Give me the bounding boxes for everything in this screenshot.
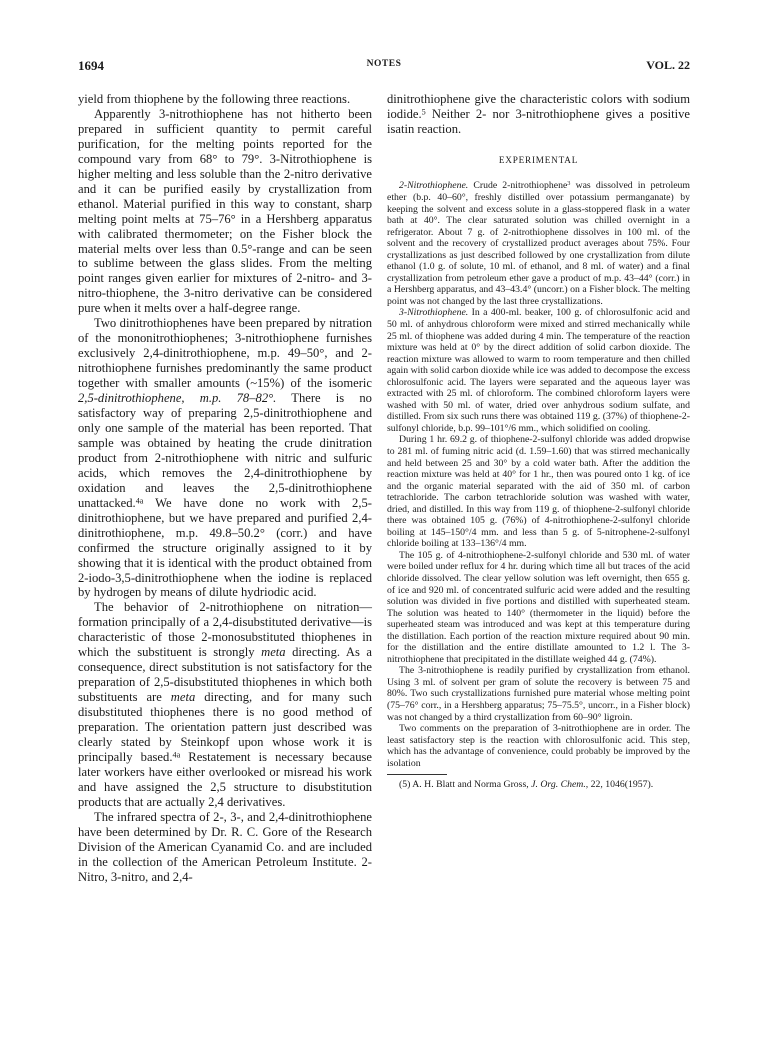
text-run: The behavior of 2-nitrothiophene on nitration—formation principally of a 2,4-disubstituted derivative—is characteristic of those 2-monosubstituted thiophenes in which the substituent is strongly [78, 600, 372, 660]
paragraph-continuation-right [387, 92, 690, 137]
paragraph-dinitrothiophenes [78, 316, 372, 600]
page-number: 1694 [78, 58, 104, 73]
reference-marker: 4a [135, 496, 144, 506]
experimental-2-nitrothiophene [387, 180, 690, 307]
experimental-comments: Two comments on the preparation of 3-nitrothiophene are in order. The least satisfactory step is the reaction with chlorosulfonic acid. This step, which has the advantage of convenience, could probably be improved by the isolation [387, 723, 690, 769]
footnote-5 [387, 779, 690, 791]
reference-marker: 5 [421, 107, 426, 117]
text-run: was dissolved in petroleum ether (b.p. 40–60°, freshly distilled over potassium permanganate) by keeping the solvent and excess solute in a glass-stoppered flask in a water bath at 40°. The clear saturated solution was chilled overnight in a refrigerator. About 7 g. of 2-nitrothiophene dissolves in 100 ml. of the solvent and the recovery of crystallized product averages about 75%. Four crystallizations as just described followed by one crystallization from dilute ethanol (1.0 g. of solute, 10 ml. of ethanol, and 8 ml. of water) and a final crystallization from petroleum ether gave a product of m.p. 43–44° (corr.) in a Hershberg apparatus, and 43–43.4° (uncorr.) on a Fisher block. The melting point was not changed by the last three crystallizations. [387, 180, 690, 307]
journal-name: J. Org. Chem., [531, 779, 589, 791]
reference-marker: 4a [172, 750, 181, 760]
paragraph-infrared: The infrared spectra of 2-, 3-, and 2,4-dinitrothiophene have been determined by Dr. R. C. Gore of the Research Division of the American Cyanamid Co. and are included in the collection of the American Petroleum Institute. 2-Nitro, 3-nitro, and 2,4- [78, 809, 372, 884]
text-run: 22, 1046(1957). [588, 779, 654, 791]
experimental-hydrolysis-step: The 105 g. of 4-nitrothiophene-2-sulfonyl chloride and 530 ml. of water were boiled under reflux for 4 hr. during which time all but traces of the acid chloride dissolved. The clear yellow solution was left overnight, then 655 g. of ice and 920 ml. of concentrated sulfuric acid were added and the resulting solution was divided in five portions and distilled with superheated steam. The solution was heated to 140° (thermometer in the liquid) before the superheated steam was introduced and was kept at this temperature during the distillation. Each portion of the reaction mixture required about 90 min. for the distillation and the entire distillate amounted to 1.2 l. The 3-nitrothiophene that precipitated in the distillate weighed 44 g. (74%). [387, 549, 690, 665]
experimental-subtitle: 3-Nitrothiophene. [399, 307, 469, 319]
experimental-3-nitrothiophene [387, 307, 690, 434]
text-run: We have done no work with 2,5-dinitrothiophene, but we have prepared and purified 2,4-dinitrothiophene, m.p. 49.8–50.2° (corr.) and have confirmed the structure originally assigned to it by showing that it is identical with the product obtained from 2-iodo-3,5-dinitrothiophene when the iodine is replaced by hydrogen by means of dilute hydriodic acid. [78, 495, 372, 600]
text-run: Restatement is necessary because later workers have either overlooked or misread his work and have assigned the 2,5 structure to disubstitution products that are actually 2,4 derivatives. [78, 749, 372, 809]
text-run: Crude 2-nitrothiophene [468, 180, 568, 192]
footnote-divider [387, 774, 447, 775]
running-title: NOTES [366, 59, 402, 69]
text-run: In a 400-ml. beaker, 100 g. of chlorosulfonic acid and 50 ml. of anhydrous chloroform were mixed and stirred mechanically while 25 ml. of thiophene was added during 4 min. The temperature of the reaction mixture was held at 0° by the direct addition of solid carbon dioxide. The reaction mixture was allowed to warm to room temperature and then chilled again with solid carbon dioxide while ice was added to decompose the excess chlorosulfonic acid. The layers were separated and the aqueous layer was extracted with 25 ml. of chloroform. The combined chloroform layers were washed with 50 ml. of water, dried over anhydrous sodium sulfate, and distilled. From six such runs there was obtained 119 g. (37%) of thiophene-2-sulfonyl chloride, b.p. 99–101°/6 mm., which solidified on cooling. [387, 307, 690, 434]
text-run: Two dinitrothiophenes have been prepared by nitration of the mononitrothiophenes; 3-nitrothiophene furnishes exclusively 2,4-dinitrothiophene, m.p. 49–50°, and 2-nitrothiophene furnishes predominantly the same product together with smaller amounts (~15%) of the isomeric [78, 316, 372, 391]
italic-compound: 2,5-dinitrothiophene, m.p. 78–82°. [78, 391, 277, 406]
section-heading-experimental: EXPERIMENTAL [498, 154, 579, 165]
text-run: directing. As a consequence, direct substitution is not satisfactory for the preparation of 2,5-disubstituted thiophenes in which both substituents are [78, 645, 372, 705]
text-run: (5) A. H. Blatt and Norma Gross, [399, 779, 532, 791]
left-column [78, 92, 372, 885]
text-run: Neither 2- nor 3-nitrothiophene gives a positive isatin reaction. [387, 106, 690, 136]
experimental-nitration-step: During 1 hr. 69.2 g. of thiophene-2-sulfonyl chloride was added dropwise to 281 ml. of fuming nitric acid (d. 1.59–1.60) that was stirred mechanically and held between 25 and 30° by a cold water bath. After the addition the reaction mixture was held at 40° for 1 hr., then was poured onto 1 kg. of ice and the organic material separated with the aid of 350 ml. of carbon tetrachloride. The carbon tetrachloride solution was washed with water, dried, and distilled. In this way from 119 g. of thiophene-2-sulfonyl chloride there was obtained 105 g. (76%) of 4-nitrothiophene-2-sulfonyl chloride boiling at 145–150°/4 mm. and less than 5 g. of 5-nitrophene-2-sulfonyl chloride boiling at 133–136°/4 mm. [387, 434, 690, 550]
paragraph-3-nitrothiophene: Apparently 3-nitrothiophene has not hitherto been prepared in sufficient quantity to permit careful purification, for the melting points reported for the compound vary from 68° to 79°. 3-Nitrothiophene is higher melting and less soluble than the 2-nitro derivative and it can be purified easily by crystallization from ethanol. Material purified in this way to constant, sharp melting point melts at 75–76° in a Hershberg apparatus with calibrated thermometer; on the Fisher block the material melts over less than 0.5°-range and can be seen to sublime between the glass slides. From the melting point ranges given earlier for mixtures of 2-nitro- and 3-nitro-thiophene, the 3-nitro derivative can be considered pure when it melts over a half-degree range. [78, 106, 372, 316]
page-header [78, 58, 690, 76]
italic-term: meta [261, 645, 286, 660]
journal-page [78, 58, 690, 1048]
volume-label: VOL. 22 [646, 58, 690, 72]
paragraph-nitration-behavior [78, 600, 372, 809]
experimental-purification: The 3-nitrothiophene is readily purified by crystallization from ethanol. Using 3 ml. of solvent per gram of solute the recovery is between 75 and 80%. Two such crystallizations furnished pure material whose melting point (75–76° corr., in a Hershberg apparatus; 75–75.5°, uncorr., in a Fisher block) was not changed by a third crystallization from 60–90° ligroin. [387, 665, 690, 723]
italic-term: meta [170, 690, 196, 705]
text-run: There is no satisfactory way of preparing 2,5-dinitrothiophene and only one sample of the material has been reported. That sample was obtained by heating the crude dinitration product from 2-nitrothiophene with nitric and sulfuric acids, which removes the 2,4-dinitrothiophene by oxidation and leaves the 2,5-dinitrothiophene unattacked. [78, 391, 372, 510]
text-run: dinitrothiophene give the characteristic colors with sodium iodide. [387, 92, 690, 121]
right-column [387, 92, 690, 791]
experimental-subtitle: 2-Nitrothiophene. [399, 180, 469, 192]
reference-marker: 3 [567, 180, 571, 188]
paragraph-continuation: yield from thiophene by the following three reactions. [78, 92, 351, 106]
text-run: directing, and for many such disubstituted thiophenes there is no good method of preparation. The orientation pattern just described was clearly stated by Steinkopf upon whose work it is principally based. [78, 690, 372, 764]
